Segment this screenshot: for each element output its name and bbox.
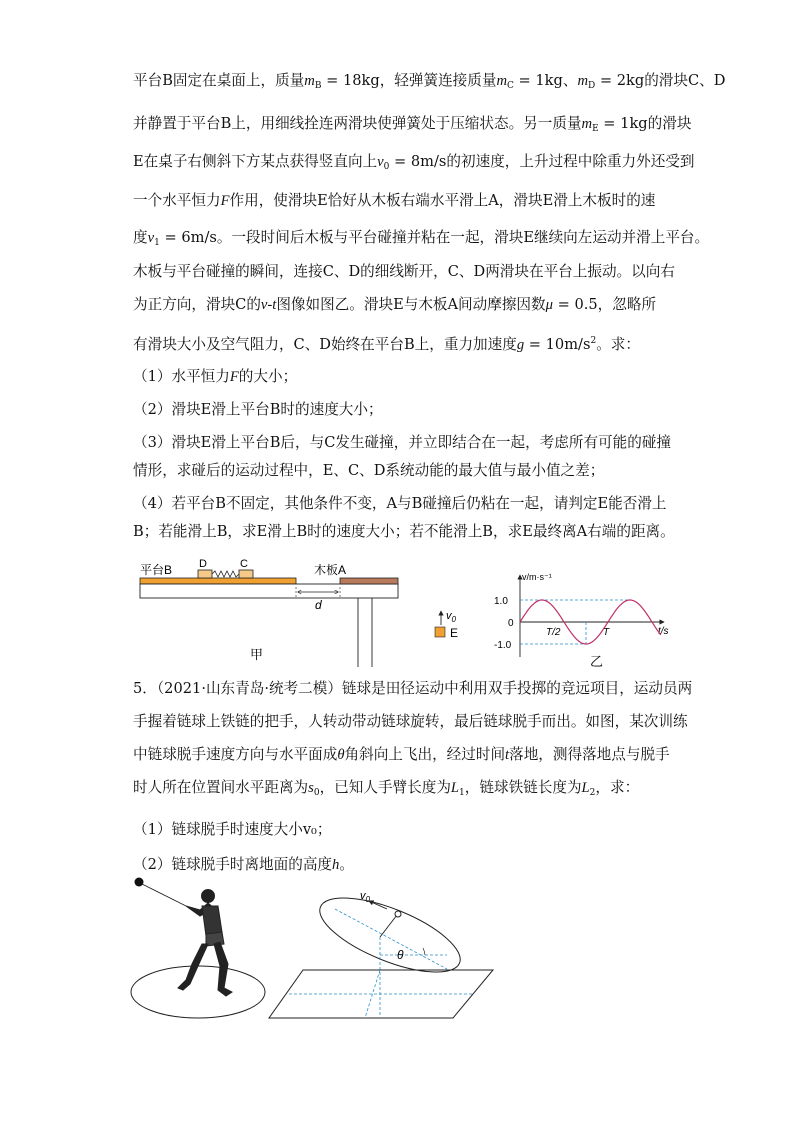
p4-line-7: 为正方向，滑块C的v-t图像如图乙。滑块E与木板A间动摩擦因数μ = 0.5，忽略所 [133,296,657,313]
p5-line-3: 中链球脱手速度方向与水平面成θ角斜向上飞出，经过时间t落地，测得落地点与脱手 [133,746,670,763]
x-tick-half-t: T/2 [546,627,561,638]
radius-line [380,915,397,937]
throwing-circle [131,966,265,1018]
rotation-orbit [311,885,470,987]
p4-q4-line1: （4）若平台B不固定，其他条件不变，A与B碰撞后仍粘在一起，请判定E能否滑上 [133,495,667,512]
v0-label: $v_0$ [360,890,370,904]
block-e-label: E [450,626,459,640]
caption-jia: 甲 [250,647,264,662]
p4-line-5: 度$v_1 = 6m/s$。一段时间后木板与平台碰撞并粘在一起，滑块E继续向左运动并滑上平台。 [133,229,710,248]
ground-line-v [365,970,380,1018]
v0-label: $v_0$ [446,610,456,624]
figure-jia [130,555,470,670]
p5-line-2: 手握着链球上铁链的把手，人转动带动链球旋转，最后链球脱手而出。如图，某次训练 [133,713,688,730]
p5-line-4: 时人所在位置间水平距离为$s_0$，已知人手臂长度为$L_1$，链球铁链长度为$L_2$，求： [133,779,640,798]
p4-line-3: E在桌子右侧斜下方某点获得竖直向上$v_0 = 8m/s$的初速度，上升过程中除重力外还受到 [133,153,695,172]
gap-label: d [315,598,322,612]
platform-b [140,578,296,584]
y-tick-1: 1.0 [494,596,508,607]
block-c [239,570,253,578]
y-tick-0: 0 [508,618,514,629]
block-c-label: C [240,558,248,570]
caption-yi: 乙 [590,654,604,669]
theta-label: θ [397,948,404,962]
p4-q3-line1: （3）滑块E滑上平台B后，与C发生碰撞，并立即结合在一起，考虑所有可能的碰撞 [133,434,672,451]
p5-q2: （2）链球脱手时离地面的高度h。 [133,856,354,873]
hammer-ball [135,878,144,887]
p5-q1: （1）链球脱手时速度大小v₀； [133,821,332,838]
p4-q3-line2: 情形，求碰后的运动过程中，E、C、D系统动能的最大值与最小值之差； [133,462,605,479]
p4-q4-line2: B；若能滑上B，求E滑上B时的速度大小；若不能滑上B，求E最终离A右端的距离。 [133,523,675,540]
block-e [435,627,445,637]
block-d [198,570,212,578]
board-label: 木板A [314,563,347,577]
block-d-label: D [199,558,207,570]
figure-hammer-athlete [128,870,273,1020]
p4-q1: （1）水平恒力F的大小； [133,368,298,385]
figure-hammer-geometry [265,885,500,1020]
p4-q2: （2）滑块E滑上平台B时的速度大小； [133,401,383,418]
p5-line-1: 5．（2021·山东青岛·统考二模）链球是田径运动中利用双手投掷的竞远项目，运动员两 [133,680,693,697]
p4-line-8: 有滑块大小及空气阻力，C、D始终在平台B上，重力加速度$g = 10m/s^2$。求： [133,336,640,353]
board-a [340,578,398,584]
athlete-silhouette [178,890,232,997]
y-axis-label: v/m·s⁻¹ [522,572,552,582]
x-axis-label: t/s [658,626,669,637]
table [140,584,398,598]
p4-line-1: 平台B固定在桌面上，质量$m_B = 18kg$，轻弹簧连接质量$m_C = 1kg$、$m_D = 2kg$的滑块C、D [133,72,726,91]
hammer-ball-point [395,911,401,917]
figure-yi-vt-chart [480,565,680,670]
p4-line-2: 并静置于平台B上，用细线拴连两滑块使弹簧处于压缩状态。另一质量$m_E = 1kg$的滑块 [133,115,692,134]
spring [212,571,239,577]
p4-line-4: 一个水平恒力F作用，使滑块E恰好从木板右端水平滑上A，滑块E滑上木板时的速 [133,192,656,209]
theta-arc [423,948,425,955]
p4-line-6: 木板与平台碰撞的瞬间，连接C、D的细线断开，C、D两滑块在平台上振动。以向右 [133,263,675,280]
x-tick-t: T [603,627,610,638]
hammer-chain [142,884,186,906]
orbit-diameter [335,909,447,969]
platform-label: 平台B [140,563,173,577]
y-tick-neg1: -1.0 [494,640,512,651]
